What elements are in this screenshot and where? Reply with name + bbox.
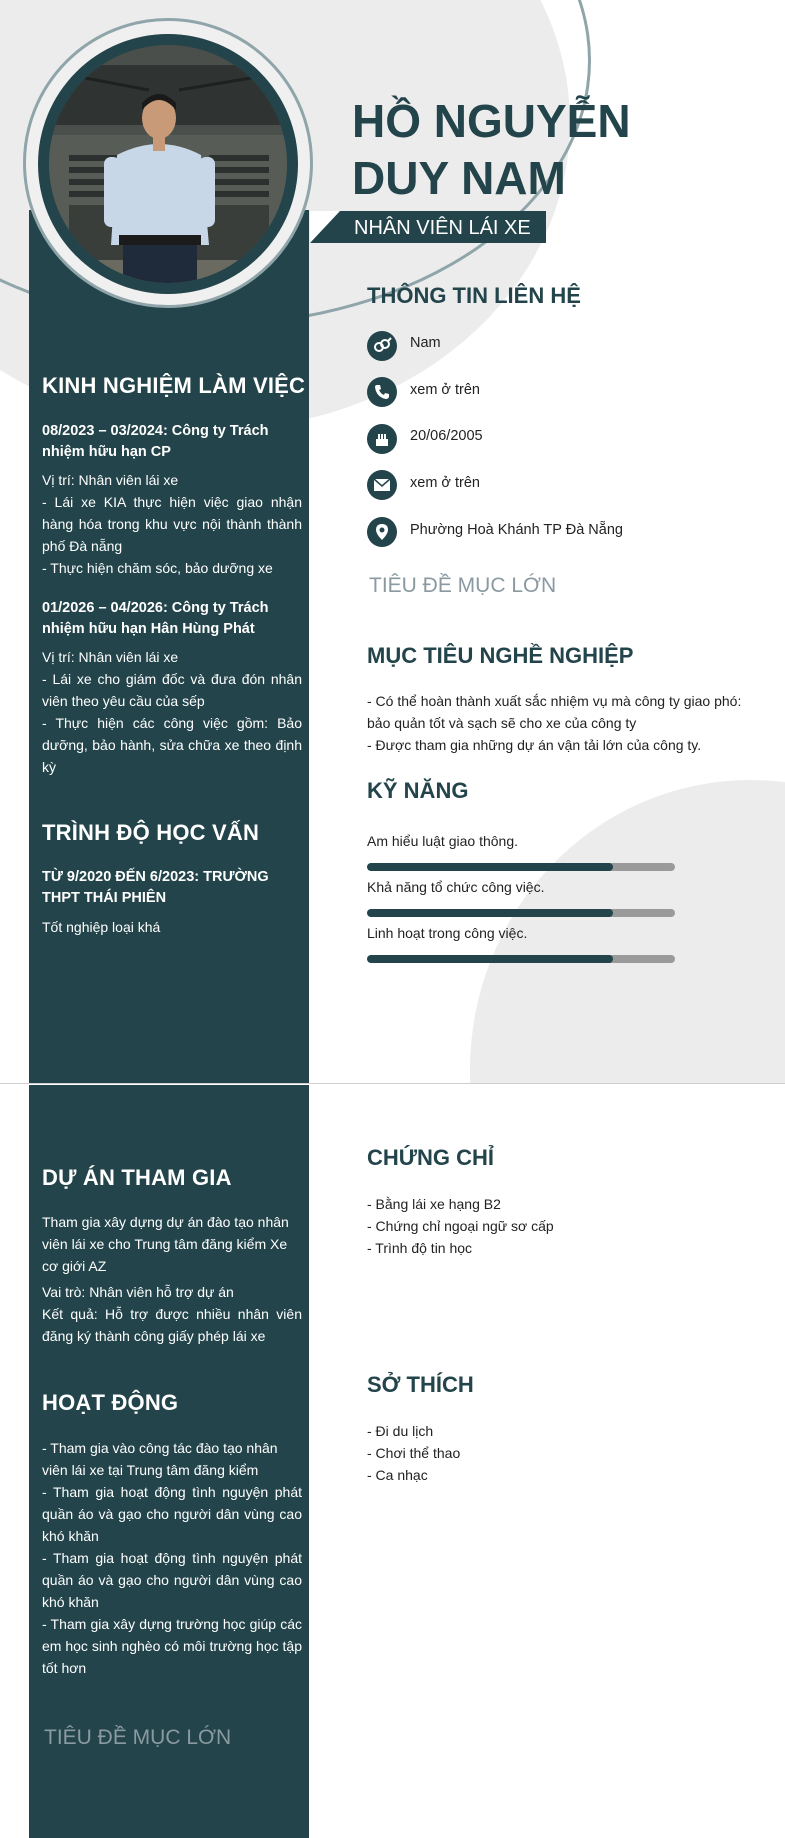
activities-section-title: HOẠT ĐỘNG bbox=[42, 1390, 179, 1415]
gender-icon bbox=[367, 331, 397, 361]
birthday-cake-icon bbox=[367, 424, 397, 454]
objective-line: - Có thể hoàn thành xuất sắc nhiệm vụ mà công ty giao phó: bảo quản tốt và sạch sẽ cho xe của công ty bbox=[367, 693, 742, 731]
activity-line: - Tham gia xây dựng trường học giúp các em học sinh nghèo có môi trường học tập tốt hơn bbox=[42, 1616, 302, 1676]
project-detail-line: Vai trò: Nhân viên hỗ trợ dự án bbox=[42, 1284, 234, 1300]
job-title-banner bbox=[310, 211, 546, 243]
certificate-item: - Chứng chỉ ngoại ngữ sơ cấp bbox=[367, 1218, 554, 1234]
hobbies-section-title: SỞ THÍCH bbox=[367, 1372, 474, 1397]
objective-line: - Được tham gia những dự án vận tải lớn của công ty. bbox=[367, 737, 702, 753]
hobby-item: - Chơi thể thao bbox=[367, 1445, 461, 1461]
full-name-line-2: DUY NAM bbox=[352, 152, 566, 204]
job-heading: 01/2026 – 04/2026: Công ty Trách nhiệm hữu hạn Hân Hùng Phát bbox=[42, 600, 269, 637]
job-details bbox=[42, 469, 302, 579]
skill-bar bbox=[367, 909, 675, 917]
activities-list bbox=[42, 1437, 302, 1679]
location-pin-icon bbox=[367, 517, 397, 547]
profile-photo bbox=[49, 45, 287, 283]
job-heading: 08/2023 – 03/2024: Công ty Trách nhiệm hữu hạn CP bbox=[42, 423, 269, 460]
placeholder-heading: TIÊU ĐỀ MỤC LỚN bbox=[44, 1726, 232, 1749]
mail-icon bbox=[367, 470, 397, 500]
job-title: NHÂN VIÊN LÁI XE bbox=[354, 217, 531, 239]
skill-label: Linh hoạt trong công việc. bbox=[367, 925, 528, 941]
certificates-list bbox=[367, 1193, 767, 1259]
skill-bar-fill bbox=[367, 955, 613, 963]
certificate-item: - Trình độ tin học bbox=[367, 1240, 473, 1256]
cv-page-2 bbox=[0, 1085, 785, 1838]
skill-bar bbox=[367, 955, 675, 963]
skill-label: Am hiểu luật giao thông. bbox=[367, 833, 518, 849]
skill-bar bbox=[367, 863, 675, 871]
skill-bar-fill bbox=[367, 909, 613, 917]
contact-birthdate: 20/06/2005 bbox=[410, 428, 483, 444]
full-name-line-1: HỒ NGUYỄN bbox=[352, 95, 631, 147]
skill-bar-fill bbox=[367, 863, 613, 871]
certificates-section-title: CHỨNG CHỈ bbox=[367, 1145, 495, 1170]
hobbies-list bbox=[367, 1420, 767, 1486]
person-illustration-icon bbox=[49, 45, 287, 283]
job-details bbox=[42, 646, 302, 778]
projects-section-title: DỰ ÁN THAM GIA bbox=[42, 1165, 232, 1190]
contact-address: Phường Hoà Khánh TP Đà Nẵng bbox=[410, 522, 623, 538]
education-heading: TỪ 9/2020 ĐẾN 6/2023: TRƯỜNG THPT THÁI PHIÊN bbox=[42, 869, 269, 906]
objective-section-title: MỤC TIÊU NGHỀ NGHIỆP bbox=[367, 643, 634, 668]
education-section-title: TRÌNH ĐỘ HỌC VẤN bbox=[42, 820, 260, 845]
job-detail-line: - Thực hiện chăm sóc, bảo dưỡng xe bbox=[42, 560, 273, 576]
certificate-item: - Bằng lái xe hạng B2 bbox=[367, 1196, 501, 1212]
job-detail-line: Vị trí: Nhân viên lái xe bbox=[42, 472, 179, 488]
job-detail-line: - Lái xe KIA thực hiện việc giao nhận hàng hóa trong khu vực nội thành thành phố Đà nẵng bbox=[42, 494, 302, 554]
contact-section-title: THÔNG TIN LIÊN HỆ bbox=[367, 283, 581, 308]
activity-line: - Tham gia hoạt động tình nguyện phát quần áo và gạo cho người dân vùng cao khó khăn bbox=[42, 1550, 302, 1610]
activity-line: - Tham gia vào công tác đào tạo nhân viên lái xe tại Trung tâm đăng kiểm bbox=[42, 1440, 278, 1478]
contact-phone: xem ở trên bbox=[410, 382, 480, 398]
job-title-accent bbox=[310, 211, 340, 243]
job-detail-line: Vị trí: Nhân viên lái xe bbox=[42, 649, 179, 665]
project-detail-line: Kết quả: Hỗ trợ được nhiều nhân viên đăng ký thành công giấy phép lái xe bbox=[42, 1306, 302, 1344]
education-detail: Tốt nghiệp loại khá bbox=[42, 919, 161, 935]
hobby-item: - Ca nhạc bbox=[367, 1467, 428, 1483]
job-detail-line: - Thực hiện các công việc gồm: Bảo dưỡng, bảo hành, sửa chữa xe theo định kỳ bbox=[42, 715, 302, 775]
contact-email: xem ở trên bbox=[410, 475, 480, 491]
project-details bbox=[42, 1281, 302, 1347]
phone-icon bbox=[367, 377, 397, 407]
job-detail-line: - Lái xe cho giám đốc và đưa đón nhân viên theo yêu cầu của sếp bbox=[42, 671, 302, 709]
project-description: Tham gia xây dựng dự án đào tạo nhân viên lái xe cho Trung tâm đăng kiểm Xe cơ giới AZ bbox=[42, 1214, 289, 1274]
objective-text bbox=[367, 690, 767, 756]
skill-label: Khả năng tổ chức công việc. bbox=[367, 879, 545, 895]
activity-line: - Tham gia hoạt động tình nguyện phát quần áo và gạo cho người dân vùng cao khó khăn bbox=[42, 1484, 302, 1544]
placeholder-heading: TIÊU ĐỀ MỤC LỚN bbox=[369, 574, 557, 597]
skills-section-title: KỸ NĂNG bbox=[367, 778, 469, 803]
contact-gender: Nam bbox=[410, 335, 441, 351]
experience-section-title: KINH NGHIỆM LÀM VIỆC bbox=[42, 373, 306, 398]
hobby-item: - Đi du lịch bbox=[367, 1423, 434, 1439]
